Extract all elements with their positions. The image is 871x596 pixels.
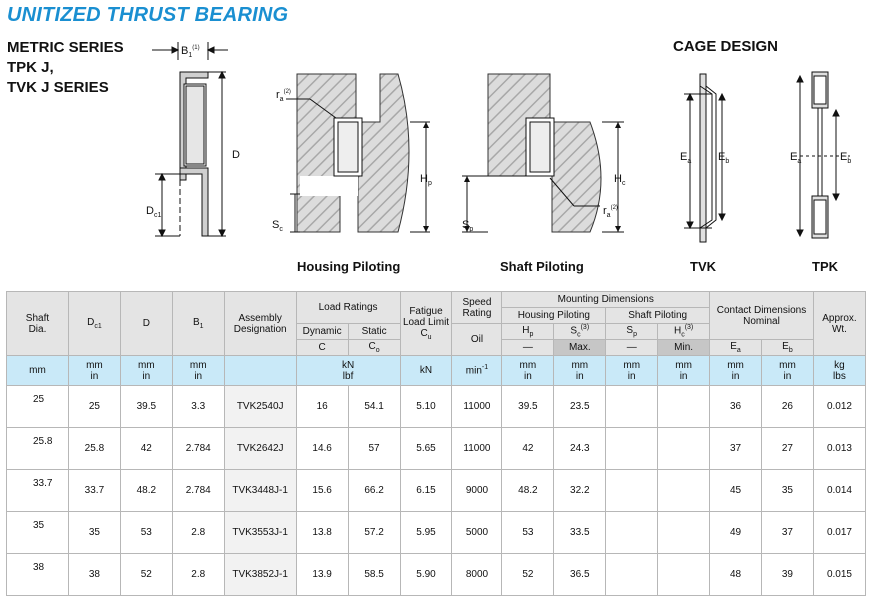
bearing-spec-table: [6, 291, 866, 596]
unit-dc1: mm in: [68, 356, 120, 386]
caption-shaft-piloting: Shaft Piloting: [500, 259, 584, 274]
cage-design-title: CAGE DESIGN: [673, 38, 779, 55]
header-d: D: [120, 292, 172, 356]
cell-b1: 2.8: [172, 554, 224, 596]
header-shaft-piloting: Shaft Piloting: [606, 308, 710, 324]
label-ra-shaft: $r_a^{(2)}$: [603, 205, 618, 219]
cell-co: 58.5: [348, 554, 400, 596]
cell-hc: [658, 554, 710, 596]
cell-hp: 52: [502, 554, 554, 596]
cell-wt: 0.015: [813, 554, 865, 596]
label-sc: $S_c$: [272, 219, 283, 233]
header-c: C: [296, 340, 348, 356]
cell-ea: 45: [710, 470, 762, 512]
cell-sp: [606, 428, 658, 470]
cell-ea: 48: [710, 554, 762, 596]
unit-load: kN lbf: [296, 356, 400, 386]
header-max: Max.: [554, 340, 606, 356]
label-d: D: [232, 149, 240, 161]
header-b1: $B_1$: [172, 292, 224, 356]
header-dynamic: Dynamic: [296, 324, 348, 340]
cell-b1: 2.8: [172, 512, 224, 554]
cell-d: 39.5: [120, 386, 172, 428]
cell-hc: [658, 470, 710, 512]
cell-assembly: TVK3448J-1: [224, 470, 296, 512]
series-line-2: TPK J,: [7, 59, 54, 76]
label-b1: $B_1^{(1)}$: [181, 45, 200, 59]
cell-wt: 0.012: [813, 386, 865, 428]
cell-hc: [658, 386, 710, 428]
caption-tpk: TPK: [812, 259, 838, 274]
header-ea: $E_a$: [710, 340, 762, 356]
unit-ea: mm in: [710, 356, 762, 386]
header-contact: Contact Dimensions Nominal: [710, 292, 814, 340]
header-fatigue: Fatigue Load Limit $C_u$: [400, 292, 452, 356]
cell-co: 54.1: [348, 386, 400, 428]
cell-assembly: TVK2540J: [224, 386, 296, 428]
cell-shaft: 25: [7, 386, 69, 428]
cell-c: 13.8: [296, 512, 348, 554]
header-shaft-dia: Shaft Dia.: [7, 292, 69, 356]
cell-sc: 23.5: [554, 386, 606, 428]
header-eb: $E_b$: [761, 340, 813, 356]
cell-ea: 37: [710, 428, 762, 470]
header-sc: $S_c^{(3)}$: [554, 324, 606, 340]
cell-oil: 11000: [452, 428, 502, 470]
unit-weight: kg lbs: [813, 356, 865, 386]
unit-sc: mm in: [554, 356, 606, 386]
cell-cu: 5.10: [400, 386, 452, 428]
unit-hp: mm in: [502, 356, 554, 386]
cell-co: 57: [348, 428, 400, 470]
cell-sp: [606, 470, 658, 512]
cell-c: 14.6: [296, 428, 348, 470]
cell-sp: [606, 386, 658, 428]
cell-hp: 42: [502, 428, 554, 470]
header-oil: Oil: [452, 324, 502, 356]
cell-c: 13.9: [296, 554, 348, 596]
main-section-drawing: [152, 42, 228, 236]
unit-assembly: [224, 356, 296, 386]
cell-eb: 26: [761, 386, 813, 428]
series-line-3: TVK J SERIES: [7, 79, 109, 96]
cell-shaft: 25.8: [7, 428, 69, 470]
table-row: [7, 428, 866, 470]
label-eb-tpk: $E_b$: [840, 151, 852, 165]
table-row: [7, 512, 866, 554]
cell-dc1: 25: [68, 386, 120, 428]
header-dash-1: —: [502, 340, 554, 356]
cell-sp: [606, 512, 658, 554]
unit-fatigue: kN: [400, 356, 452, 386]
cell-ea: 36: [710, 386, 762, 428]
cell-oil: 11000: [452, 386, 502, 428]
label-ea-tpk: $E_a$: [790, 151, 802, 165]
cell-eb: 35: [761, 470, 813, 512]
cell-b1: 2.784: [172, 470, 224, 512]
cell-d: 53: [120, 512, 172, 554]
cell-sc: 32.2: [554, 470, 606, 512]
cell-dc1: 38: [68, 554, 120, 596]
cell-ea: 49: [710, 512, 762, 554]
cell-wt: 0.014: [813, 470, 865, 512]
cell-sp: [606, 554, 658, 596]
cell-shaft: 35: [7, 512, 69, 554]
header-load-ratings: Load Ratings: [296, 292, 400, 324]
unit-speed: $\min^{-1}$: [452, 356, 502, 386]
housing-piloting-drawing: [286, 74, 430, 232]
caption-tvk: TVK: [690, 259, 716, 274]
cell-cu: 5.65: [400, 428, 452, 470]
cell-hc: [658, 512, 710, 554]
cell-hp: 48.2: [502, 470, 554, 512]
label-hp: $H_p$: [420, 173, 432, 187]
cell-cu: 5.90: [400, 554, 452, 596]
unit-sp: mm in: [606, 356, 658, 386]
cell-b1: 2.784: [172, 428, 224, 470]
cell-wt: 0.013: [813, 428, 865, 470]
header-approx-wt: Approx. Wt.: [813, 292, 865, 356]
cell-co: 57.2: [348, 512, 400, 554]
cell-shaft: 38: [7, 554, 69, 596]
unit-shaft: mm: [7, 356, 69, 386]
cell-c: 16: [296, 386, 348, 428]
label-sp: $S_p$: [462, 219, 474, 233]
cell-assembly: TVK2642J: [224, 428, 296, 470]
header-co: $C_o$: [348, 340, 400, 356]
cell-sc: 24.3: [554, 428, 606, 470]
cell-c: 15.6: [296, 470, 348, 512]
cell-cu: 5.95: [400, 512, 452, 554]
unit-d: mm in: [120, 356, 172, 386]
cell-d: 52: [120, 554, 172, 596]
cell-oil: 5000: [452, 512, 502, 554]
label-dc1: $D_{c1}$: [146, 205, 162, 219]
cell-assembly: TVK3852J-1: [224, 554, 296, 596]
cell-hp: 53: [502, 512, 554, 554]
label-ra-housing: $r_a^{(2)}$: [276, 89, 291, 103]
cell-eb: 27: [761, 428, 813, 470]
label-eb-tvk: $E_b$: [718, 151, 730, 165]
header-dc1: $D_{c1}$: [68, 292, 120, 356]
cell-assembly: TVK3553J-1: [224, 512, 296, 554]
label-hc: $H_c$: [614, 173, 626, 187]
cell-eb: 37: [761, 512, 813, 554]
cell-d: 48.2: [120, 470, 172, 512]
cell-oil: 8000: [452, 554, 502, 596]
cell-cu: 6.15: [400, 470, 452, 512]
cell-shaft: 33.7: [7, 470, 69, 512]
cell-b1: 3.3: [172, 386, 224, 428]
table-row: [7, 386, 866, 428]
cell-hc: [658, 428, 710, 470]
cell-eb: 39: [761, 554, 813, 596]
label-ea-tvk: $E_a$: [680, 151, 692, 165]
header-housing-piloting: Housing Piloting: [502, 308, 606, 324]
header-speed: Speed Rating: [452, 292, 502, 324]
header-min: Min.: [658, 340, 710, 356]
unit-hc: mm in: [658, 356, 710, 386]
unit-b1: mm in: [172, 356, 224, 386]
cell-dc1: 25.8: [68, 428, 120, 470]
table-row: [7, 554, 866, 596]
cell-sc: 36.5: [554, 554, 606, 596]
header-sp: $S_p$: [606, 324, 658, 340]
header-hp: $H_p$: [502, 324, 554, 340]
series-line-1: METRIC SERIES: [7, 39, 124, 56]
unit-eb: mm in: [761, 356, 813, 386]
cell-dc1: 35: [68, 512, 120, 554]
shaft-piloting-drawing: [462, 74, 624, 232]
cell-co: 66.2: [348, 470, 400, 512]
cell-d: 42: [120, 428, 172, 470]
cell-dc1: 33.7: [68, 470, 120, 512]
cell-oil: 9000: [452, 470, 502, 512]
header-assembly: Assembly Designation: [224, 292, 296, 356]
cell-sc: 33.5: [554, 512, 606, 554]
header-dash-2: —: [606, 340, 658, 356]
header-mounting: Mounting Dimensions: [502, 292, 710, 308]
bearing-drawings: [0, 0, 871, 290]
cell-wt: 0.017: [813, 512, 865, 554]
caption-housing-piloting: Housing Piloting: [297, 259, 401, 274]
header-static: Static: [348, 324, 400, 340]
cell-hp: 39.5: [502, 386, 554, 428]
page-title: UNITIZED THRUST BEARING: [7, 4, 289, 26]
table-row: [7, 470, 866, 512]
header-hc: $H_c^{(3)}$: [658, 324, 710, 340]
